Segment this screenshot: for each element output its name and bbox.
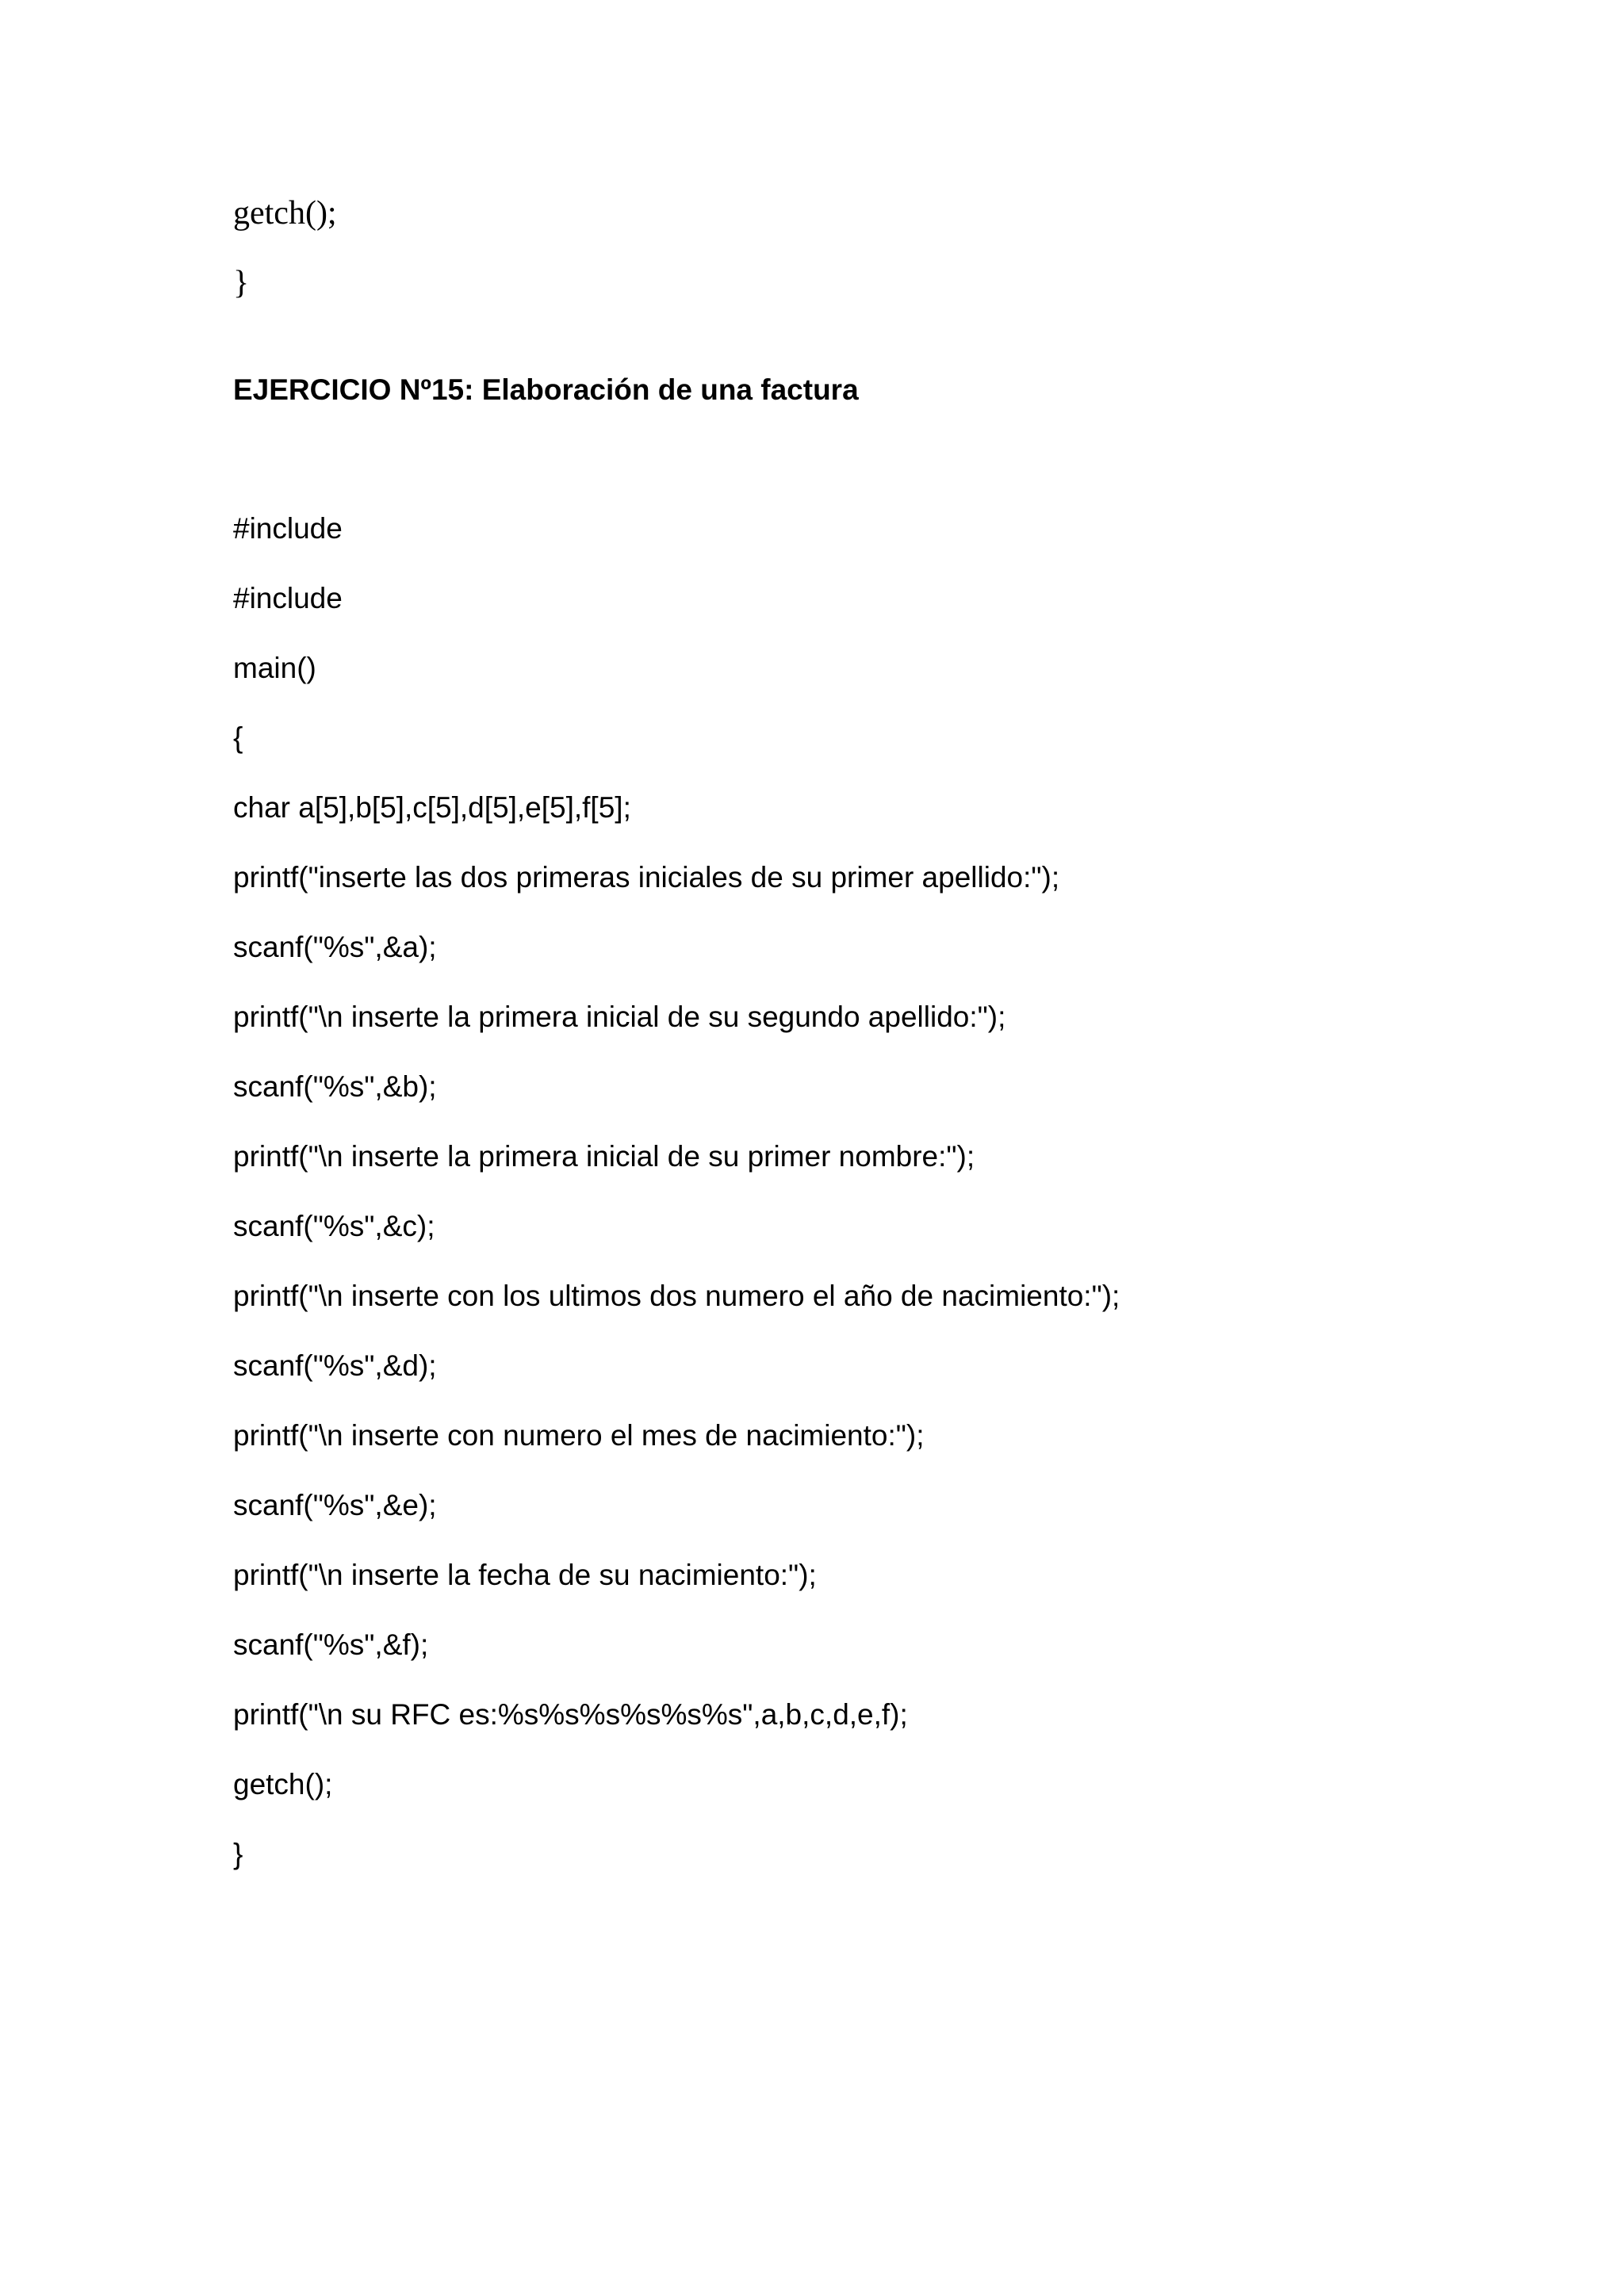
code-line: } (233, 1838, 243, 1870)
code-line: scanf("%s",&d); (233, 1349, 437, 1382)
code-line: printf("\n su RFC es:%s%s%s%s%s%s",a,b,c,d,e,f); (233, 1698, 908, 1731)
code-line: printf("\n inserte con los ultimos dos numero el año de nacimiento:"); (233, 1280, 1120, 1312)
code-line: #include (233, 512, 343, 545)
code-line: scanf("%s",&a); (233, 931, 437, 963)
code-line: char a[5],b[5],c[5],d[5],e[5],f[5]; (233, 791, 631, 824)
code-line: printf("\n inserte la primera inicial de su primer nombre:"); (233, 1140, 975, 1173)
prev-code-line: getch(); (233, 195, 337, 232)
code-line: scanf("%s",&c); (233, 1210, 435, 1242)
code-line: printf("inserte las dos primeras iniciales de su primer apellido:"); (233, 861, 1060, 894)
code-line: { (233, 721, 243, 754)
code-line: #include (233, 582, 343, 614)
code-line: scanf("%s",&e); (233, 1489, 437, 1521)
exercise-heading: EJERCICIO Nº15: Elaboración de una factura (233, 373, 859, 406)
prev-code-line: } (233, 265, 250, 301)
code-line: printf("\n inserte con numero el mes de nacimiento:"); (233, 1419, 925, 1452)
code-line: printf("\n inserte la primera inicial de su segundo apellido:"); (233, 1001, 1006, 1033)
code-line: printf("\n inserte la fecha de su nacimiento:"); (233, 1559, 817, 1591)
code-line: main() (233, 652, 316, 684)
code-line: getch(); (233, 1768, 333, 1800)
code-line: scanf("%s",&b); (233, 1070, 437, 1103)
code-line: scanf("%s",&f); (233, 1628, 429, 1661)
